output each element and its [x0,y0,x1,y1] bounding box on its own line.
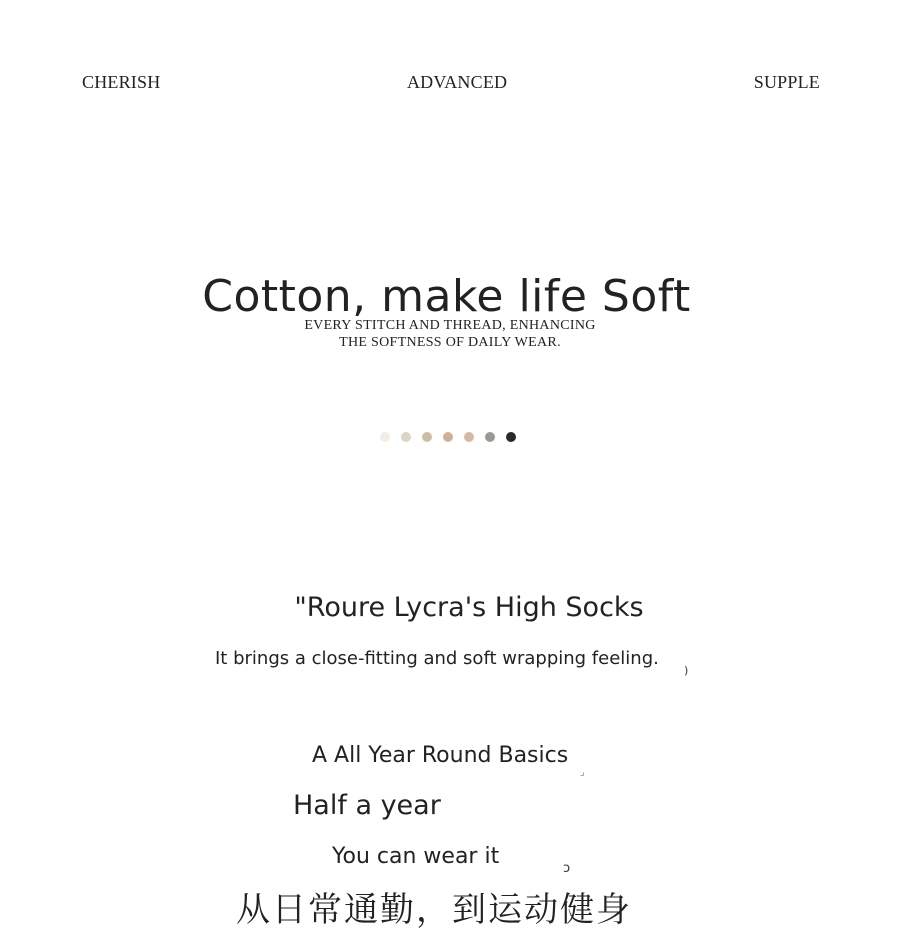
period-label: Half a year [293,790,441,821]
product-description: It brings a close-fitting and soft wrapping feeling. [215,648,659,669]
carousel-dot[interactable] [464,432,474,442]
hero-subtitle-line-1: EVERY STITCH AND THREAD, ENHANCING [304,318,596,333]
wear-text: You can wear it [332,844,500,869]
carousel-dot[interactable] [443,432,453,442]
decorative-mark-icon: ⌟ [580,767,585,778]
nav-item-advanced[interactable]: ADVANCED [406,71,508,92]
hero-subtitle-line-2: THE SOFTNESS OF DAILY WEAR. [339,335,561,350]
top-navigation [82,70,820,94]
carousel-dots [380,432,516,442]
carousel-dot[interactable] [485,432,495,442]
nav-item-supple[interactable]: SUPPLE [753,71,820,92]
carousel-dot[interactable] [380,432,390,442]
product-title: "Roure Lycra's High Socks [294,592,644,623]
decorative-mark-icon: ↄ [563,861,571,876]
hero-title: Cotton, make life Soft [202,271,691,323]
carousel-dot[interactable] [401,432,411,442]
feature-label: A All Year Round Basics [312,743,569,768]
nav-item-cherish[interactable]: CHERISH [82,71,161,92]
carousel-dot[interactable] [422,432,432,442]
bottom-caption: 从日常通勤，到运动健身 [236,890,632,930]
decorative-mark-icon: ) [684,664,689,677]
hero-subtitle [0,317,900,351]
carousel-dot-active[interactable] [506,432,516,442]
